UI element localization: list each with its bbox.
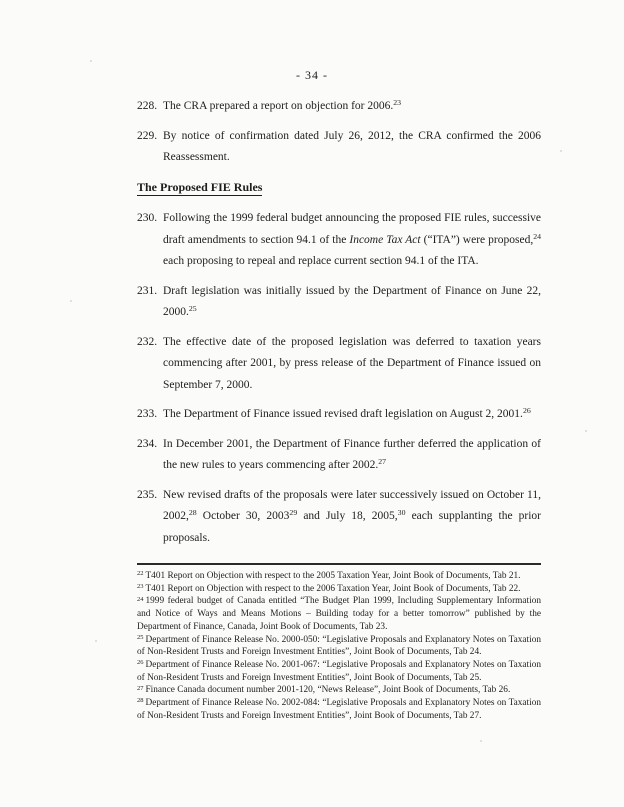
paragraph-number: 231. <box>137 284 158 297</box>
footnote-marker: 23 <box>137 583 144 591</box>
paragraph-list <box>137 96 541 549</box>
text-run: (“ITA”) were proposed, <box>420 233 534 246</box>
paragraph-text <box>163 434 541 477</box>
paragraph-text <box>163 485 541 550</box>
numbered-paragraph <box>137 96 541 118</box>
footnote-marker: 24 <box>137 595 144 603</box>
footnote <box>137 634 541 659</box>
footnote-reference: 24 <box>533 231 542 241</box>
footnote-text: Department of Finance Release No. 2001-067: “Legislative Proposals and Explanatory Notes on Taxation of Non-Resident Trusts and Foreign Investment Entities”, Joint Book of Documents, Tab 25. <box>137 659 541 683</box>
text-run: By notice of confirmation dated July 26, 2012, the CRA confirmed the 2006 Reassessment. <box>163 129 541 163</box>
numbered-paragraph <box>137 126 541 169</box>
footnote-text: Department of Finance Release No. 2002-084: “Legislative Proposals and Explanatory Notes on Taxation of Non-Resident Trusts and Foreign Investment Entities”, Joint Book of Documents, Tab 27. <box>137 698 541 721</box>
footnote-reference: 25 <box>188 304 197 314</box>
text-run: Draft legislation was initially issued by the Department of Finance on June 22, 2000. <box>163 284 541 318</box>
scan-noise-speck <box>560 150 562 152</box>
footnote-section <box>137 563 541 722</box>
paragraph-text <box>163 96 541 118</box>
scan-noise-speck <box>70 300 72 302</box>
section-heading-text: The Proposed FIE Rules <box>137 179 263 194</box>
numbered-paragraph <box>137 434 541 477</box>
text-run: In December 2001, the Department of Finance further deferred the application of the new rules to years commencing after 2002. <box>163 437 541 471</box>
paragraph-number: 235. <box>137 488 158 501</box>
paragraph-text <box>163 126 541 169</box>
footnote-marker: 25 <box>137 633 144 641</box>
text-run: The CRA prepared a report on objection for 2006. <box>163 100 394 112</box>
footnote-reference: 28 <box>188 508 197 518</box>
numbered-paragraph <box>137 208 541 273</box>
footnote-list <box>137 570 541 722</box>
scan-noise-speck <box>90 60 92 62</box>
footnote-reference: 29 <box>289 508 298 518</box>
italic-text-run: Income Tax Act <box>349 233 421 246</box>
text-run: and July 18, 2005, <box>297 510 398 522</box>
footnote-text: Department of Finance Release No. 2000-050: “Legislative Proposals and Explanatory Notes on Taxation of Non-Resident Trusts and Foreign Investment Entities”, Joint Book of Documents, Tab 24. <box>137 634 541 658</box>
paragraph-text <box>163 208 541 273</box>
text-run: October 30, 2003 <box>196 510 290 522</box>
document-body <box>137 96 541 722</box>
paragraph-number: 230. <box>137 212 158 224</box>
footnote-text: T401 Report on Objection with respect to the 2006 Taxation Year, Joint Book of Documents, Tab 22. <box>145 583 521 594</box>
footnote <box>137 697 541 722</box>
footnote <box>137 570 541 583</box>
paragraph-number: 233. <box>137 408 158 420</box>
paragraph-number: 232. <box>137 335 158 348</box>
scan-noise-speck <box>95 640 97 642</box>
page-number: - 34 - <box>296 68 328 82</box>
footnote-text: 1999 federal budget of Canada entitled “The Budget Plan 1999, Including Supplementary Information and Notice of Ways and Means Motions – Building today for a better tomorrow” published by the Department of Finance, Canada, Joint Book of Documents, Tab 23. <box>137 596 541 632</box>
text-run: The Department of Finance issued revised draft legislation on August 2, 2001. <box>163 408 523 420</box>
footnote-reference: 27 <box>378 457 387 467</box>
footnote <box>137 659 541 684</box>
footnote-marker: 22 <box>137 570 144 578</box>
footnote-marker: 26 <box>137 659 144 667</box>
footnote <box>137 684 541 697</box>
text-run: New revised drafts of the proposals were later successively issued on October 11, 2002, <box>163 488 541 522</box>
numbered-paragraph <box>137 332 541 397</box>
paragraph-text <box>163 332 541 397</box>
numbered-paragraph <box>137 281 541 324</box>
text-run: The effective date of the proposed legislation was deferred to taxation years commencing after 2001, by press release of the Department of Finance issued on September 7, 2000. <box>163 335 541 391</box>
section-heading <box>137 177 541 199</box>
footnote <box>137 595 541 633</box>
paragraph-text <box>163 281 541 324</box>
footnote-reference: 26 <box>522 406 531 416</box>
scan-noise-speck <box>585 430 587 432</box>
paragraph-number: 229. <box>137 129 158 142</box>
scan-noise-speck <box>480 740 482 742</box>
footnote-text: T401 Report on Objection with respect to the 2005 Taxation Year, Joint Book of Documents, Tab 21. <box>145 571 521 581</box>
footnote-marker: 28 <box>137 697 144 705</box>
numbered-paragraph <box>137 485 541 550</box>
text-run: each proposing to repeal and replace current section 94.1 of the ITA. <box>163 255 479 267</box>
paragraph-number: 234. <box>137 437 158 450</box>
footnote-marker: 27 <box>137 684 144 692</box>
numbered-paragraph <box>137 404 541 426</box>
footnote-text: Finance Canada document number 2001-120, “News Release”, Joint Book of Documents, Tab 26. <box>145 685 511 696</box>
paragraph-text <box>163 404 541 426</box>
paragraph-number: 228. <box>137 100 158 112</box>
text-run: each supplanting the prior proposals. <box>163 510 541 544</box>
footnote <box>137 583 541 596</box>
footnote-reference: 30 <box>397 508 406 518</box>
text-run: Following the 1999 federal budget announcing the proposed FIE rules, successive draft amendments to section 94.1 of the <box>163 212 541 246</box>
footnote-reference: 23 <box>393 98 402 108</box>
